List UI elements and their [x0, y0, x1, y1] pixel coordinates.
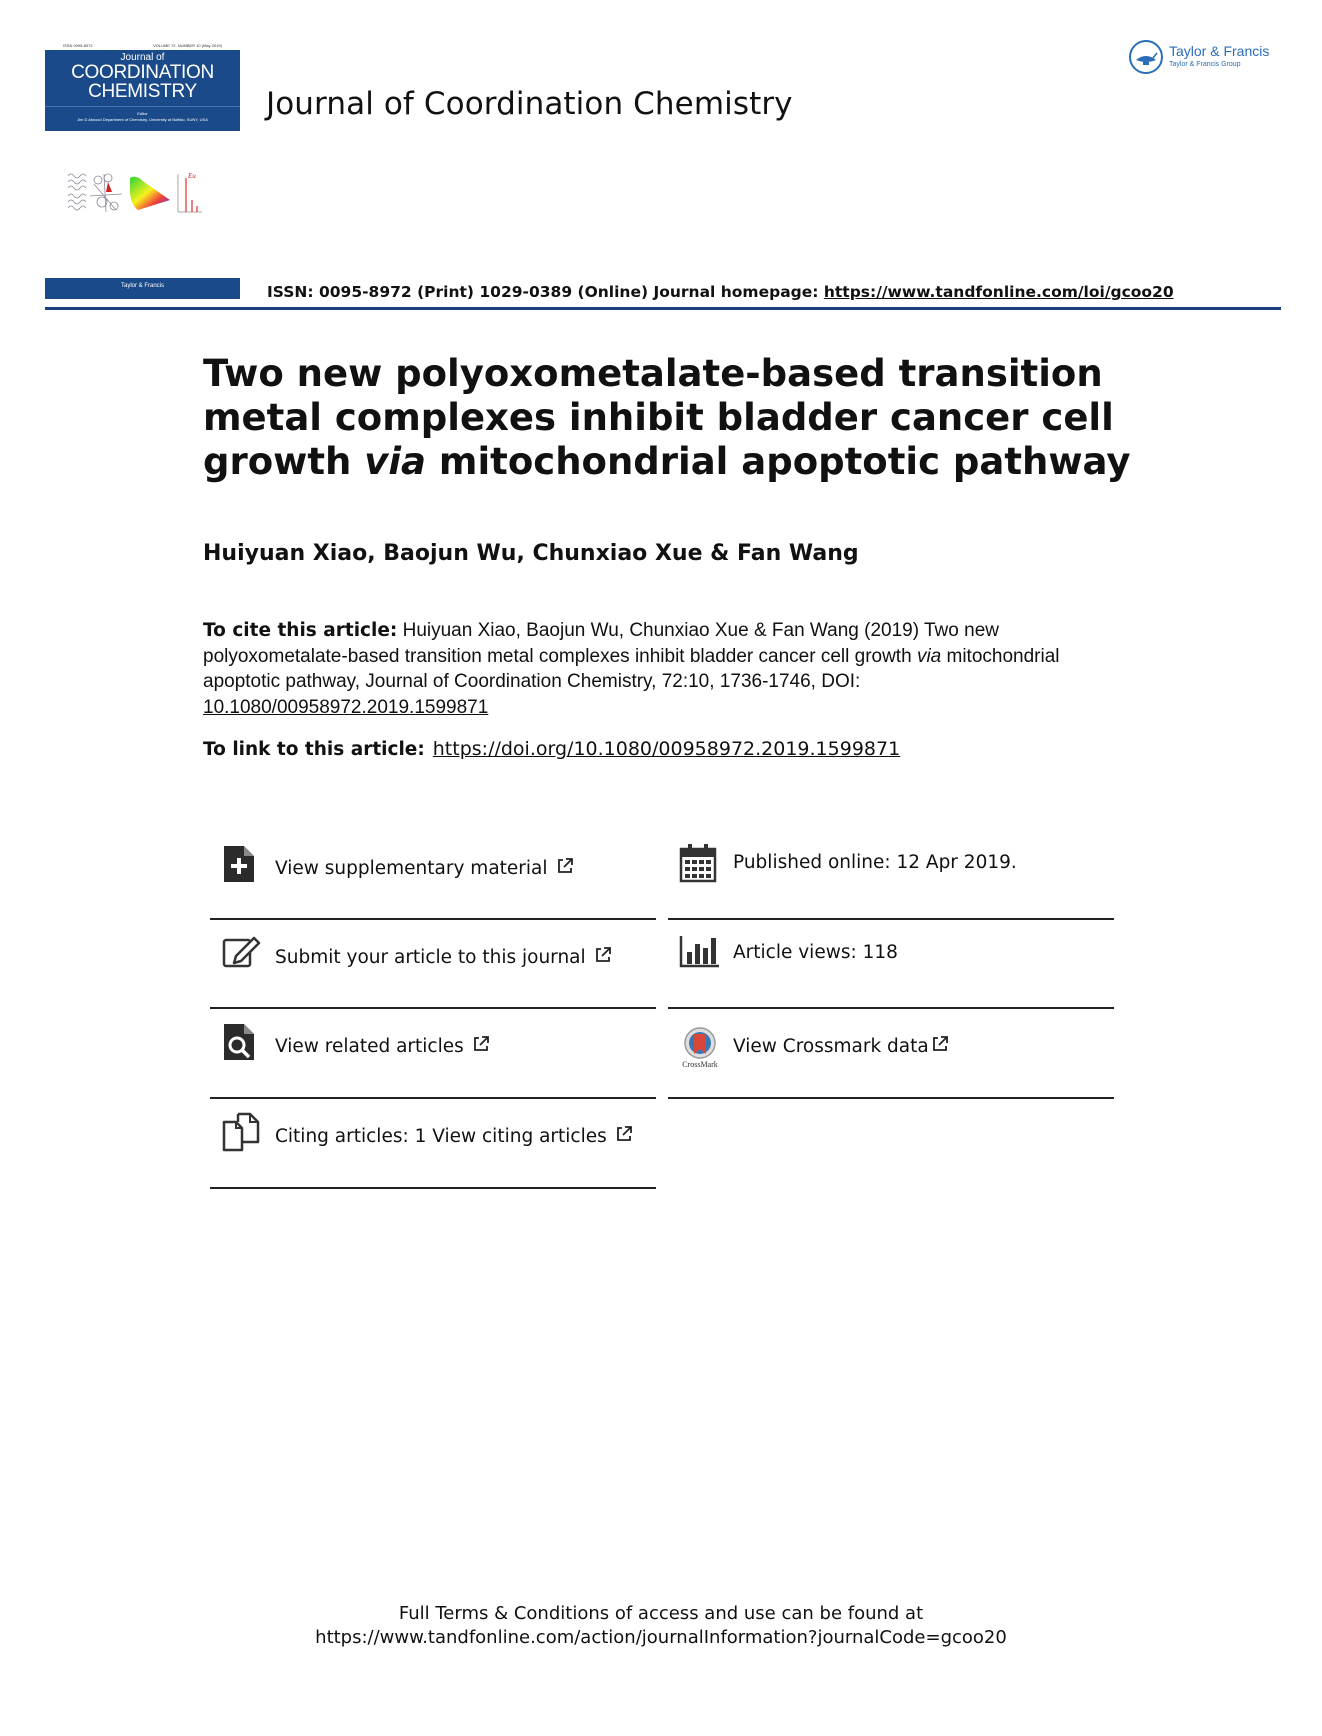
external-link-icon [615, 1125, 633, 1143]
article-link-line [203, 738, 900, 760]
citing-documents-icon [222, 1112, 260, 1152]
footer-line-1: Full Terms & Conditions of access and use can be found at [398, 1603, 924, 1624]
cover-editor-label: Editor [137, 111, 148, 116]
cite-label: To cite this article: [203, 620, 398, 641]
crossmark-badge-label: CrossMark [682, 1060, 718, 1069]
publisher-logo[interactable] [1127, 38, 1287, 78]
title-part-2: mitochondrial apoptotic pathway [426, 440, 1131, 483]
calendar-icon [679, 843, 717, 883]
cover-footer-strip [45, 278, 240, 299]
cover-journal-of: Journal of [120, 52, 165, 63]
cover-editor-strip [45, 106, 240, 131]
crossmark-badge [678, 1026, 722, 1070]
taylor-francis-lamp-icon [1127, 38, 1165, 76]
cover-chemistry: CHEMISTRY [88, 81, 197, 102]
external-link-icon [594, 946, 612, 964]
cover-footer-brand: Taylor & Francis [120, 283, 164, 289]
cover-artwork-graphic [66, 170, 222, 234]
published-online: Published online: 12 Apr 2019. [733, 852, 1017, 873]
publisher-group: Taylor & Francis Group [1169, 61, 1241, 68]
external-link-icon [931, 1035, 949, 1053]
link-label: To link to this article: [203, 739, 425, 760]
external-link-icon [472, 1035, 490, 1053]
cite-text-1: Huiyuan Xiao, Baojun Wu, Chunxiao Xue & Fan Wang (2019) Two new polyoxometalate-based transition metal complexes inhibit bladder cancer cell growth [203, 620, 999, 667]
submit-label: Submit your article to this journal [275, 947, 586, 968]
cover-volume: VOLUME 72, NUMBER 10 (May 2019) [153, 42, 222, 48]
citing-label: Citing articles: 1 View citing articles [275, 1126, 607, 1147]
external-link-icon [556, 857, 574, 875]
journal-homepage-link[interactable]: https://www.tandfonline.com/loi/gcoo20 [823, 283, 1174, 301]
crossmark-icon [678, 1026, 722, 1060]
cover-title-band [45, 50, 240, 106]
article-title [203, 352, 1163, 484]
grid-divider [210, 1187, 656, 1189]
grid-divider [210, 1097, 656, 1099]
citing-articles-link[interactable] [275, 1125, 633, 1147]
view-related-articles-link[interactable] [275, 1035, 490, 1057]
journal-name-heading: Journal of Coordination Chemistry [266, 86, 793, 122]
grid-divider [210, 1007, 656, 1009]
crossmark-label: View Crossmark data [733, 1036, 929, 1057]
footer-terms-link[interactable]: https://www.tandfonline.com/action/journalInformation?journalCode=gcoo20 [315, 1627, 1007, 1648]
edit-pencil-icon [222, 934, 262, 970]
cover-editor-name: Jim D Atwood Department of Chemistry, University at Buffalo, SUNY, USA [77, 117, 208, 122]
citation-block [203, 618, 1103, 720]
article-doi-link[interactable]: https://doi.org/10.1080/00958972.2019.1599871 [432, 738, 901, 760]
view-supplementary-link[interactable] [275, 857, 574, 879]
supplementary-file-icon [222, 844, 256, 884]
grid-divider [210, 918, 656, 920]
cover-coordination: COORDINATION [71, 62, 214, 83]
related-articles-search-icon [222, 1022, 256, 1062]
header-divider [45, 307, 1281, 310]
grid-divider [668, 1097, 1114, 1099]
related-label: View related articles [275, 1036, 464, 1057]
journal-cover-thumbnail [45, 40, 240, 133]
cite-doi-link[interactable]: 10.1080/00958972.2019.1599871 [203, 696, 489, 718]
grid-divider [668, 918, 1114, 920]
footer-terms [0, 1602, 1322, 1650]
issn-text: ISSN: 0095-8972 (Print) 1029-0389 (Online) Journal homepage: [267, 283, 824, 301]
cover-top-line [45, 40, 240, 50]
cover-issn: ISSN 0095-8972 [63, 42, 93, 48]
article-authors: Huiyuan Xiao, Baojun Wu, Chunxiao Xue & Fan Wang [203, 541, 859, 566]
title-italic: via [364, 440, 427, 483]
title-part-1: Two new polyoxometalate-based transition metal complexes inhibit bladder cancer cell growth [203, 352, 1114, 483]
cover-art-eu-label: Eu [188, 172, 196, 180]
article-views: Article views: 118 [733, 942, 898, 963]
publisher-name: Taylor & Francis [1169, 43, 1270, 59]
submit-article-link[interactable] [275, 946, 612, 968]
cite-text-2: mitochondrial apoptotic pathway, Journal of Coordination Chemistry, 72:10, 1736-1746, DOI: [203, 645, 1060, 692]
issn-line [267, 283, 1174, 301]
cite-italic: via [916, 645, 942, 667]
grid-divider [668, 1007, 1114, 1009]
view-crossmark-link[interactable] [733, 1035, 949, 1057]
bar-chart-icon [679, 934, 721, 968]
supplementary-label: View supplementary material [275, 858, 548, 879]
